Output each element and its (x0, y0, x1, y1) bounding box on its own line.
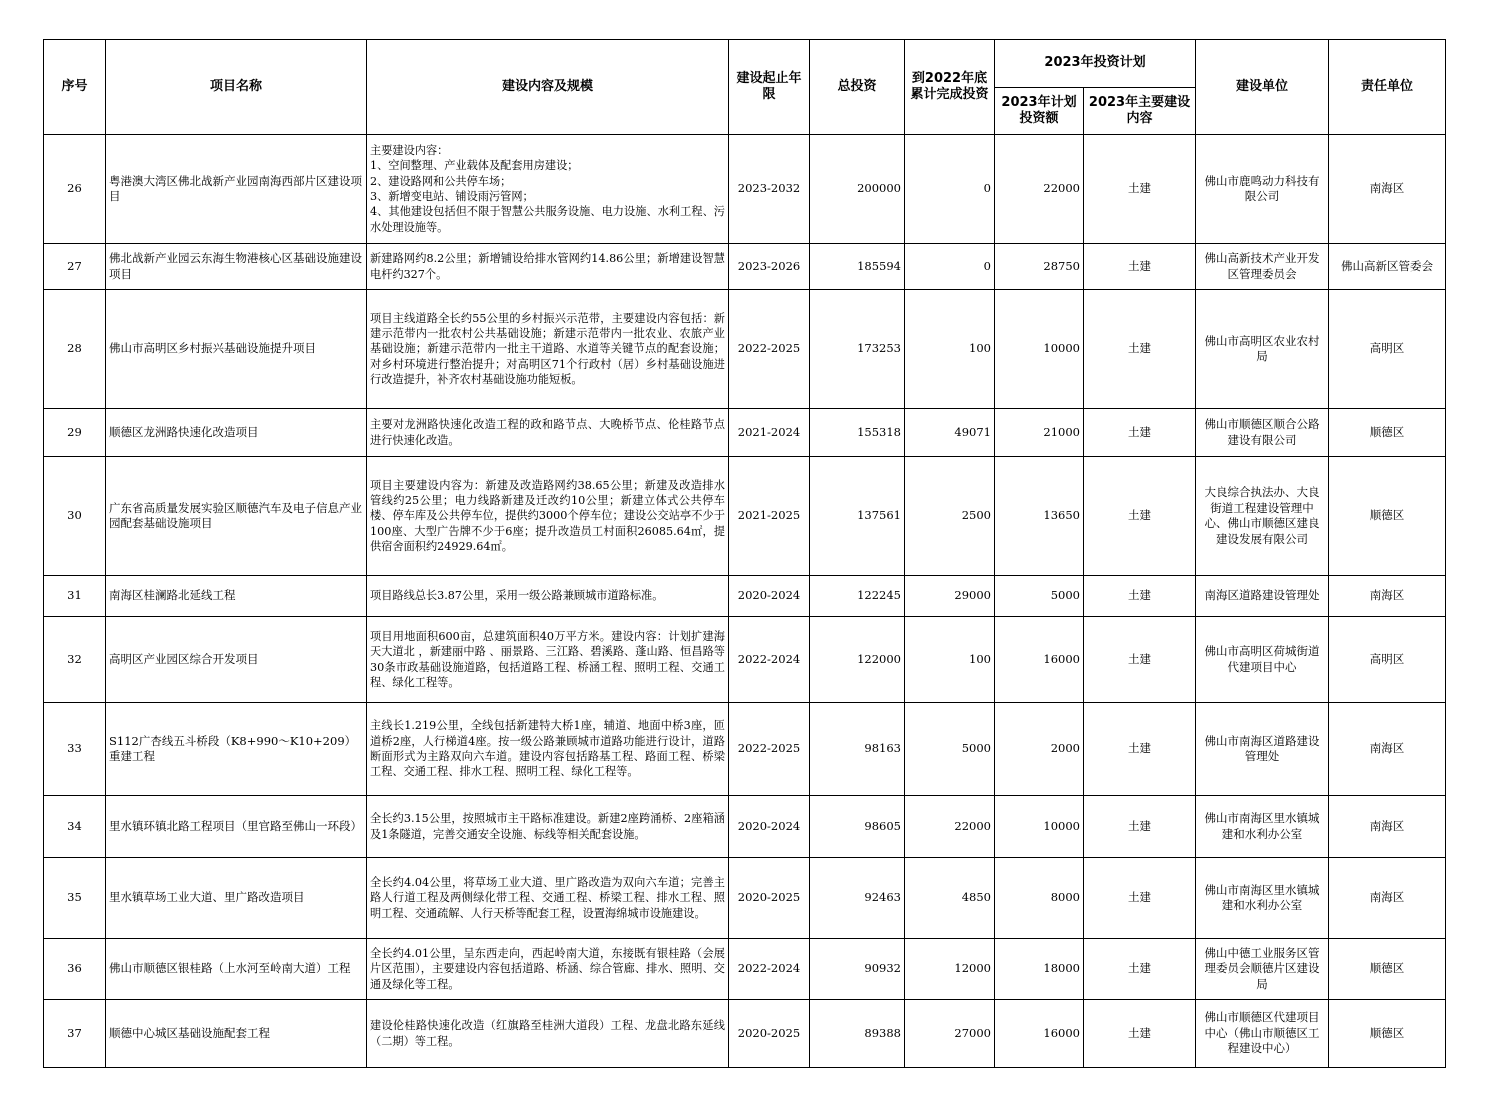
cell-builder: 佛山市南海区里水镇城建和水利办公室 (1196, 858, 1329, 939)
cell-responsible: 顺德区 (1329, 939, 1446, 1000)
cell-period: 2020-2025 (729, 1000, 810, 1068)
cell-builder: 佛山市南海区里水镇城建和水利办公室 (1196, 796, 1329, 858)
cell-content: 项目用地面积600亩，总建筑面积40万平方米。建设内容：计划扩建海天大道北 ，新建丽中路 、丽景路、三江路、碧溪路、蓬山路、恒昌路等30条市政基础设施道路，包括道路工程、桥涵工程、照明工程、交通工程、绿化工程等。 (367, 617, 729, 703)
cell-builder: 佛山市顺德区顺合公路建设有限公司 (1196, 409, 1329, 457)
cell-plan-content: 土建 (1084, 290, 1196, 409)
cell-content: 项目路线总长3.87公里，采用一级公路兼顾城市道路标准。 (367, 576, 729, 617)
cell-completed-investment: 12000 (905, 939, 995, 1000)
cell-project-name: 顺德区龙洲路快速化改造项目 (106, 409, 367, 457)
cell-plan-amount: 10000 (995, 290, 1084, 409)
cell-plan-amount: 2000 (995, 703, 1084, 796)
cell-plan-content: 土建 (1084, 858, 1196, 939)
cell-builder: 佛山市南海区道路建设管理处 (1196, 703, 1329, 796)
table-row (44, 290, 1446, 409)
table-row (44, 703, 1446, 796)
cell-plan-amount: 5000 (995, 576, 1084, 617)
cell-completed-investment: 100 (905, 617, 995, 703)
cell-content: 主要对龙洲路快速化改造工程的政和路节点、大晚桥节点、伦桂路节点进行快速化改造。 (367, 409, 729, 457)
header-builder: 建设单位 (1196, 40, 1329, 135)
cell-plan-content: 土建 (1084, 244, 1196, 290)
cell-builder: 大良综合执法办、大良街道工程建设管理中心、佛山市顺德区建良建设发展有限公司 (1196, 457, 1329, 576)
investment-plan-table (43, 39, 1446, 1068)
cell-project-name: 佛北战新产业园云东海生物港核心区基础设施建设项目 (106, 244, 367, 290)
cell-plan-amount: 18000 (995, 939, 1084, 1000)
cell-period: 2020-2024 (729, 576, 810, 617)
cell-content: 全长约4.04公里，将草场工业大道、里广路改造为双向六车道；完善主路人行道工程及两侧绿化带工程、交通工程、桥梁工程、排水工程、照明工程、交通疏解、人行天桥等配套工程，设置海绵城市设施建设。 (367, 858, 729, 939)
cell-project-name: 广东省高质量发展实验区顺德汽车及电子信息产业园配套基础设施项目 (106, 457, 367, 576)
cell-total-investment: 155318 (810, 409, 905, 457)
cell-period: 2020-2025 (729, 858, 810, 939)
cell-builder: 佛山市高明区农业农村局 (1196, 290, 1329, 409)
cell-builder: 佛山市顺德区代建项目中心（佛山市顺德区工程建设中心） (1196, 1000, 1329, 1068)
cell-responsible: 高明区 (1329, 617, 1446, 703)
cell-total-investment: 98605 (810, 796, 905, 858)
header-completed-investment: 到2022年底累计完成投资 (905, 40, 995, 135)
cell-plan-content: 土建 (1084, 135, 1196, 244)
table-row (44, 796, 1446, 858)
cell-plan-content: 土建 (1084, 576, 1196, 617)
cell-plan-content: 土建 (1084, 939, 1196, 1000)
cell-builder: 佛山市高明区荷城街道代建项目中心 (1196, 617, 1329, 703)
cell-total-investment: 173253 (810, 290, 905, 409)
cell-plan-amount: 8000 (995, 858, 1084, 939)
cell-seq: 29 (44, 409, 106, 457)
header-content: 建设内容及规模 (367, 40, 729, 135)
cell-total-investment: 122245 (810, 576, 905, 617)
cell-total-investment: 185594 (810, 244, 905, 290)
cell-completed-investment: 22000 (905, 796, 995, 858)
cell-period: 2020-2024 (729, 796, 810, 858)
table-row (44, 576, 1446, 617)
cell-seq: 37 (44, 1000, 106, 1068)
cell-plan-amount: 16000 (995, 1000, 1084, 1068)
cell-project-name: 粤港澳大湾区佛北战新产业园南海西部片区建设项目 (106, 135, 367, 244)
cell-content: 全长约4.01公里，呈东西走向，西起岭南大道，东接既有银桂路（会展片区范围），主要建设内容包括道路、桥涵、综合管廊、排水、照明、交通及绿化等工程。 (367, 939, 729, 1000)
cell-total-investment: 90932 (810, 939, 905, 1000)
cell-completed-investment: 27000 (905, 1000, 995, 1068)
cell-content: 主要建设内容： 1、空间整理、产业载体及配套用房建设； 2、建设路网和公共停车场； 3、新增变电站、铺设雨污管网； 4、其他建设包括但不限于智慧公共服务设施、电力设施、水利工程、污水处理设施等。 (367, 135, 729, 244)
cell-completed-investment: 2500 (905, 457, 995, 576)
cell-seq: 34 (44, 796, 106, 858)
cell-builder: 佛山市鹿鸣动力科技有限公司 (1196, 135, 1329, 244)
cell-project-name: 高明区产业园区综合开发项目 (106, 617, 367, 703)
header-total-investment: 总投资 (810, 40, 905, 135)
cell-project-name: 里水镇草场工业大道、里广路改造项目 (106, 858, 367, 939)
cell-seq: 35 (44, 858, 106, 939)
cell-total-investment: 89388 (810, 1000, 905, 1068)
cell-responsible: 高明区 (1329, 290, 1446, 409)
cell-period: 2021-2025 (729, 457, 810, 576)
header-plan-content: 2023年主要建设内容 (1084, 88, 1196, 135)
cell-responsible: 南海区 (1329, 135, 1446, 244)
cell-plan-content: 土建 (1084, 1000, 1196, 1068)
table-row (44, 617, 1446, 703)
cell-completed-investment: 4850 (905, 858, 995, 939)
cell-responsible: 南海区 (1329, 796, 1446, 858)
cell-content: 新建路网约8.2公里；新增铺设给排水管网约14.86公里；新增建设智慧电杆约327个。 (367, 244, 729, 290)
cell-builder: 南海区道路建设管理处 (1196, 576, 1329, 617)
table-row (44, 135, 1446, 244)
cell-period: 2023-2032 (729, 135, 810, 244)
cell-period: 2021-2024 (729, 409, 810, 457)
cell-completed-investment: 29000 (905, 576, 995, 617)
table-row (44, 939, 1446, 1000)
cell-period: 2022-2025 (729, 703, 810, 796)
cell-seq: 36 (44, 939, 106, 1000)
cell-plan-content: 土建 (1084, 457, 1196, 576)
cell-content: 项目主线道路全长约55公里的乡村振兴示范带，主要建设内容包括：新建示范带内一批农村公共基础设施；新建示范带内一批农业、农旅产业基础设施；新建示范带内一批主干道路、水道等关键节点的配套设施；对乡村环境进行整治提升；对高明区71个行政村（居）乡村基础设施进行改造提升，补齐农村基础设施功能短板。 (367, 290, 729, 409)
cell-total-investment: 200000 (810, 135, 905, 244)
cell-builder: 佛山中德工业服务区管理委员会顺德片区建设局 (1196, 939, 1329, 1000)
cell-project-name: 里水镇环镇北路工程项目（里官路至佛山一环段） (106, 796, 367, 858)
cell-content: 项目主要建设内容为：新建及改造路网约38.65公里；新建及改造排水管线约25公里；电力线路新建及迁改约10公里；新建立体式公共停车楼、停车库及公共停车位，提供约3000个停车位；建设公交站亭不少于100座、大型广告牌不少于6座；提升改造员工村面积26085.64㎡，提供宿舍面积约24929.64㎡。 (367, 457, 729, 576)
cell-project-name: 南海区桂澜路北延线工程 (106, 576, 367, 617)
cell-plan-amount: 16000 (995, 617, 1084, 703)
cell-content: 主线长1.219公里，全线包括新建特大桥1座，辅道、地面中桥3座，匝道桥2座，人行梯道4座。按一级公路兼顾城市道路功能进行设计，道路断面形式为主路双向六车道。建设内容包括路基工程、路面工程、桥梁工程、交通工程、排水工程、照明工程、绿化工程等。 (367, 703, 729, 796)
cell-plan-content: 土建 (1084, 409, 1196, 457)
cell-responsible: 南海区 (1329, 858, 1446, 939)
header-responsible: 责任单位 (1329, 40, 1446, 135)
table-row (44, 457, 1446, 576)
cell-project-name: S112广杏线五斗桥段（K8+990～K10+209）重建工程 (106, 703, 367, 796)
cell-seq: 32 (44, 617, 106, 703)
cell-content: 全长约3.15公里，按照城市主干路标准建设。新建2座跨涌桥、2座箱涵及1条隧道，完善交通安全设施、标线等相关配套设施。 (367, 796, 729, 858)
header-plan-2023: 2023年投资计划 (995, 40, 1196, 88)
table-row (44, 1000, 1446, 1068)
cell-total-investment: 122000 (810, 617, 905, 703)
cell-seq: 30 (44, 457, 106, 576)
cell-plan-amount: 13650 (995, 457, 1084, 576)
cell-responsible: 顺德区 (1329, 457, 1446, 576)
cell-completed-investment: 5000 (905, 703, 995, 796)
table-row (44, 409, 1446, 457)
cell-project-name: 佛山市高明区乡村振兴基础设施提升项目 (106, 290, 367, 409)
cell-period: 2022-2024 (729, 939, 810, 1000)
cell-seq: 27 (44, 244, 106, 290)
cell-builder: 佛山高新技术产业开发区管理委员会 (1196, 244, 1329, 290)
cell-seq: 31 (44, 576, 106, 617)
cell-total-investment: 92463 (810, 858, 905, 939)
cell-plan-amount: 28750 (995, 244, 1084, 290)
cell-total-investment: 137561 (810, 457, 905, 576)
cell-plan-content: 土建 (1084, 796, 1196, 858)
cell-period: 2023-2026 (729, 244, 810, 290)
cell-responsible: 南海区 (1329, 576, 1446, 617)
header-project-name: 项目名称 (106, 40, 367, 135)
cell-plan-amount: 22000 (995, 135, 1084, 244)
cell-responsible: 顺德区 (1329, 409, 1446, 457)
cell-completed-investment: 0 (905, 135, 995, 244)
cell-responsible: 佛山高新区管委会 (1329, 244, 1446, 290)
cell-completed-investment: 49071 (905, 409, 995, 457)
cell-plan-amount: 21000 (995, 409, 1084, 457)
table-row (44, 244, 1446, 290)
cell-seq: 26 (44, 135, 106, 244)
cell-completed-investment: 0 (905, 244, 995, 290)
cell-plan-content: 土建 (1084, 617, 1196, 703)
table-body (44, 135, 1446, 1068)
cell-seq: 33 (44, 703, 106, 796)
cell-plan-content: 土建 (1084, 703, 1196, 796)
cell-completed-investment: 100 (905, 290, 995, 409)
cell-responsible: 顺德区 (1329, 1000, 1446, 1068)
cell-seq: 28 (44, 290, 106, 409)
cell-period: 2022-2025 (729, 290, 810, 409)
cell-content: 建设伦桂路快速化改造（红旗路至桂洲大道段）工程、龙盘北路东延线（二期）等工程。 (367, 1000, 729, 1068)
header-seq: 序号 (44, 40, 106, 135)
header-plan-amount: 2023年计划投资额 (995, 88, 1084, 135)
cell-plan-amount: 10000 (995, 796, 1084, 858)
cell-project-name: 顺德中心城区基础设施配套工程 (106, 1000, 367, 1068)
cell-responsible: 南海区 (1329, 703, 1446, 796)
header-period: 建设起止年限 (729, 40, 810, 135)
cell-project-name: 佛山市顺德区银桂路（上水河至岭南大道）工程 (106, 939, 367, 1000)
cell-period: 2022-2024 (729, 617, 810, 703)
table-row (44, 858, 1446, 939)
cell-total-investment: 98163 (810, 703, 905, 796)
